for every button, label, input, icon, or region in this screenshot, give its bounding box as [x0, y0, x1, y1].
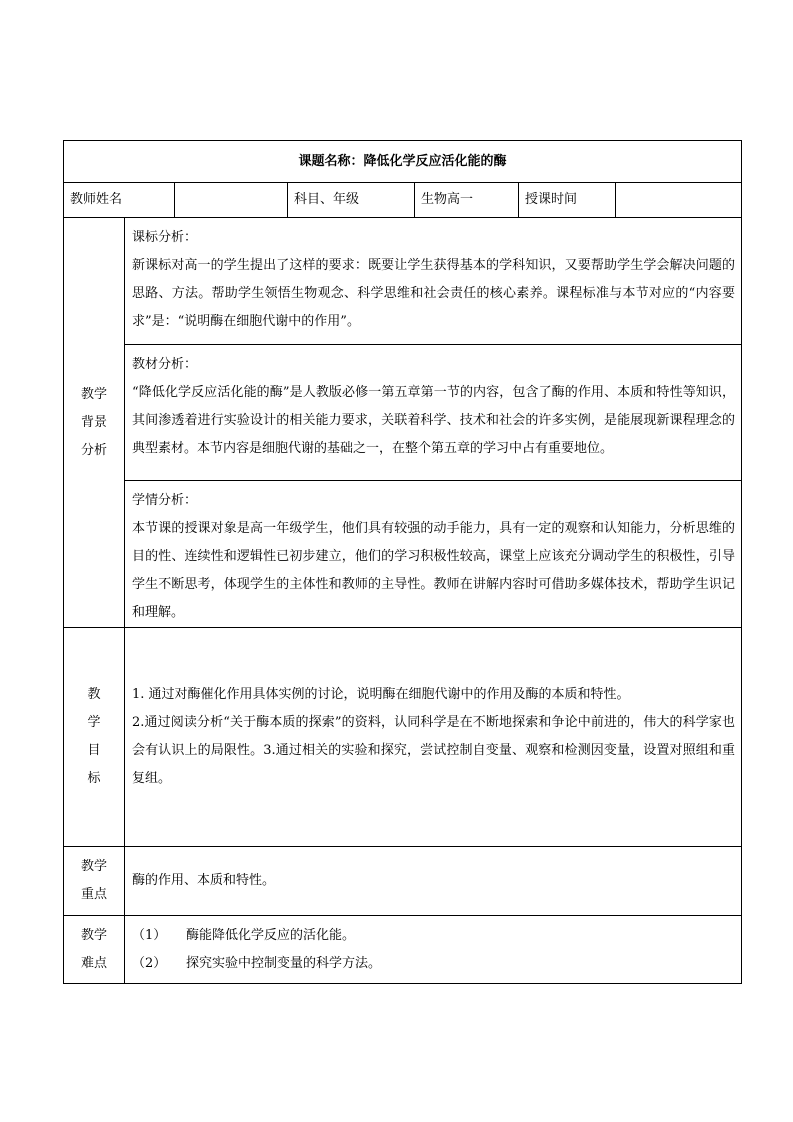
info-row: [64, 183, 742, 218]
key-points-label: 教学 重点: [64, 847, 125, 916]
goal-line-2: 2.通过阅读分析“关于酶本质的探索”的资料，认同科学是在不断地探索和争论中前进的，伟大的科学家也会有认识上的局限性。3.通过相关的实验和探究，尝试控制自变量、观察和检测因变量，设置对照组和重复组。: [132, 715, 735, 786]
goal-line-1: 1. 通过对酶催化作用具体实例的讨论，说明酶在细胞代谢中的作用及酶的本质和特性。: [132, 687, 630, 702]
subject-grade-value: 生物高一: [415, 183, 519, 218]
teacher-name-label: 教师姓名: [64, 183, 175, 218]
curriculum-heading: 课标分析：: [132, 230, 198, 245]
class-time-value: [616, 183, 742, 218]
teacher-name-value: [175, 183, 288, 218]
curriculum-text: 新课标对高一的学生提出了这样的要求：既要让学生获得基本的学科知识，又要帮助学生学会解决问题的思路、方法。帮助学生领悟生物观念、科学思维和社会责任的核心素养。课程标准与本节对应的“内容要求”是：“说明酶在细胞代谢中的作用”。: [132, 258, 735, 329]
student-analysis: [125, 481, 742, 628]
lesson-title: 课题名称：降低化学反应活化能的酶: [64, 141, 742, 183]
difficulty-item: （2） 探究实验中控制变量的科学方法。: [132, 955, 382, 971]
difficulties: [125, 916, 742, 984]
textbook-text: “降低化学反应活化能的酶”是人教版必修一第五章第一节的内容，包含了酶的作用、本质和特性等知识，其间渗透着进行实验设计的相关能力要求，关联着科学、技术和社会的许多实例，是能展现新课程理念的典型素材。本节内容是细胞代谢的基础之一，在整个第五章的学习中占有重要地位。: [132, 385, 735, 456]
difficulties-label: 教学 难点: [64, 916, 125, 984]
lesson-plan-table: [63, 140, 742, 984]
curriculum-analysis: [125, 218, 742, 345]
student-heading: 学情分析：: [132, 493, 198, 508]
teaching-goals: [125, 628, 742, 847]
class-time-label: 授课时间: [519, 183, 616, 218]
difficulty-item: （1） 酶能降低化学反应的活化能。: [132, 927, 356, 943]
textbook-heading: 教材分析：: [132, 357, 198, 372]
subject-grade-label: 科目、年级: [288, 183, 415, 218]
background-analysis-label: 教学 背景 分析: [64, 218, 125, 628]
textbook-analysis: [125, 345, 742, 481]
lesson-plan-sheet: [63, 140, 741, 984]
key-points: 酶的作用、本质和特性。: [125, 847, 742, 916]
student-text: 本节课的授课对象是高一年级学生，他们具有较强的动手能力，具有一定的观察和认知能力，分析思维的目的性、连续性和逻辑性已初步建立，他们的学习积极性较高，课堂上应该充分调动学生的积极性，引导学生不断思考，体现学生的主体性和教师的主导性。教师在讲解内容时可借助多媒体技术，帮助学生识记和理解。: [132, 521, 735, 620]
teaching-goals-label: 教 学 目 标: [64, 628, 125, 847]
